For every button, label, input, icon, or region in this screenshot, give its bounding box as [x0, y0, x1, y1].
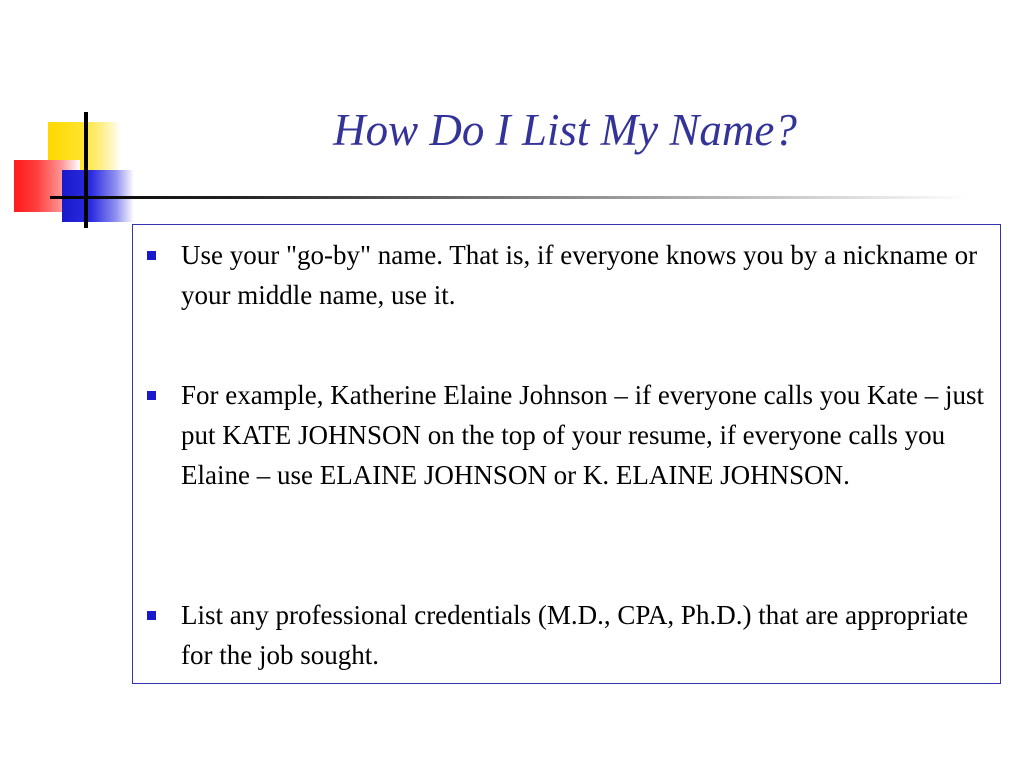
bullet-text: For example, Katherine Elaine Johnson – if everyone calls you Kate – just put KATE JOHNSON on the top of your resume, if everyone calls you Elaine – use ELAINE JOHNSON or K. ELAINE JOHNSON.	[181, 380, 985, 490]
bullet-item	[181, 375, 993, 495]
vertical-rule-decoration	[84, 112, 88, 228]
content-box	[132, 224, 1001, 684]
square-bullet-icon	[147, 391, 156, 400]
square-bullet-icon	[147, 611, 156, 620]
square-bullet-icon	[147, 251, 156, 260]
bullet-item	[181, 595, 993, 675]
bullet-text: Use your "go-by" name. That is, if everyone knows you by a nickname or your middle name, use it.	[181, 240, 978, 310]
bullet-item	[181, 235, 993, 315]
title-underline-divider	[50, 196, 970, 199]
bullet-text: List any professional credentials (M.D., CPA, Ph.D.) that are appropriate for the job sought.	[181, 600, 969, 670]
slide-title: How Do I List My Name?	[333, 105, 797, 155]
